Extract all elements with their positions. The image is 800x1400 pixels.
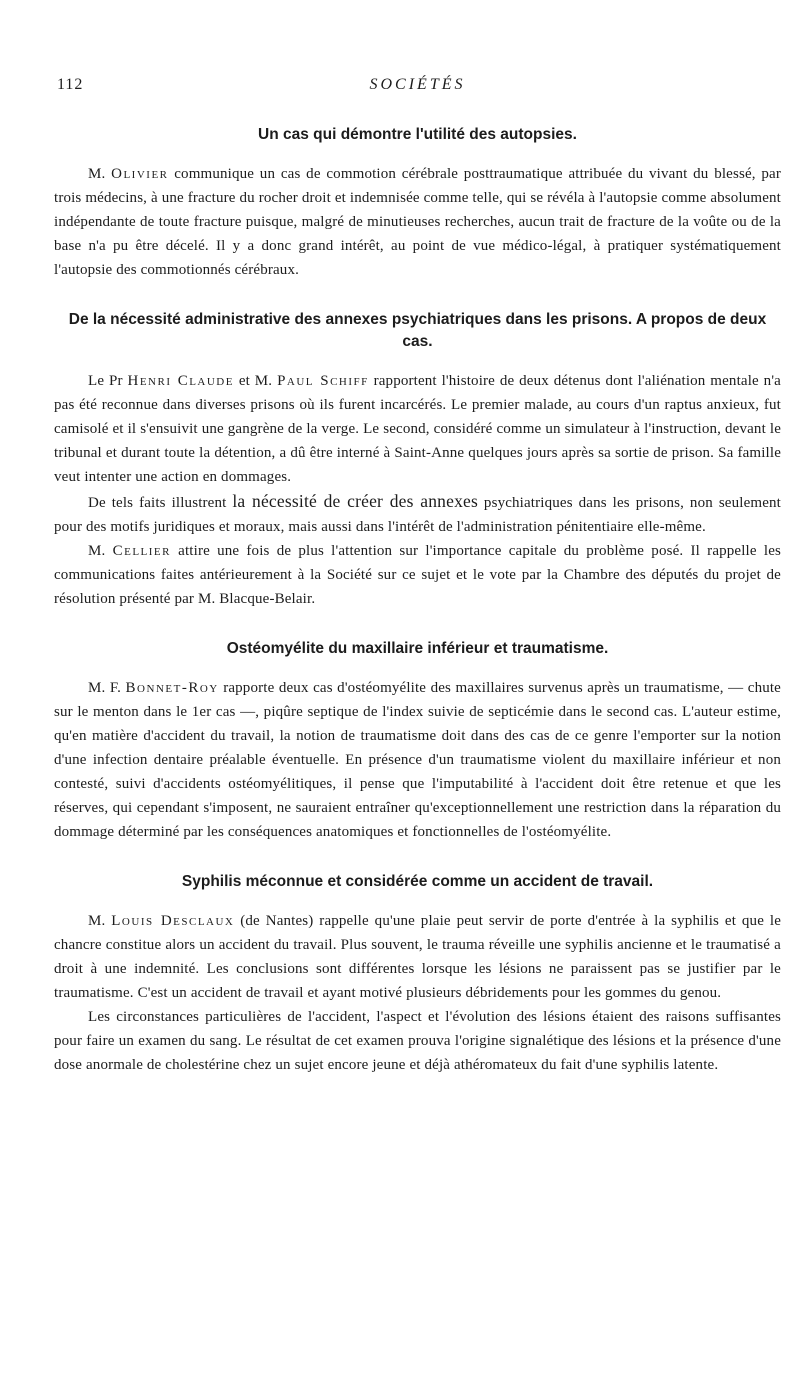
section-autopsies xyxy=(54,124,781,282)
paragraph-text: (de Nantes) rappelle qu'une plaie peut servir de porte d'entrée à la syphilis et que le chancre constitue alors un accident du travail. Plus souvent, le trauma réveille une syphilis ancienne et le traumatisé a droit à une indemnité. Les conclusions sont différentes lorsque les lésions ne paraissent pas se justifier par le traumatisme. C'est un accident de travail et ayant motivé plusieurs débridements pour les gommes du genou. xyxy=(54,913,782,1001)
paragraph xyxy=(54,539,781,611)
document-page xyxy=(54,76,781,1104)
author-name: Bonnet-Roy xyxy=(125,680,219,696)
running-title: SOCIÉTÉS xyxy=(369,76,466,93)
paragraph-text: attire une fois de plus l'attention sur l'importance capitale du problème posé. Il rappelle les communications faites antérieurement à la Société sur ce sujet et le vote par la Chambre des députés du projet de résolution présenté par M. Blacque-Belair. xyxy=(54,543,781,607)
section-syphilis xyxy=(54,871,781,1077)
section-title: Ostéomyélite du maxillaire inférieur et traumatisme. xyxy=(226,640,609,657)
section-title: Syphilis méconnue et considérée comme un accident de travail. xyxy=(181,873,654,890)
paragraph-lead: M. xyxy=(88,543,113,559)
paragraph xyxy=(54,369,781,489)
paragraph-lead: M. F. xyxy=(88,680,126,696)
paragraph-connector: et M. xyxy=(233,373,278,389)
section-title: De la nécessité administrative des annexes psychiatriques dans les prisons. A propos de deux cas. xyxy=(68,311,767,350)
paragraph-lead: M. xyxy=(88,913,112,929)
author-name: Cellier xyxy=(112,543,171,559)
paragraph xyxy=(54,489,781,539)
paragraph-text: rapporte deux cas d'ostéomyélite des maxillaires survenus après un traumatisme, — chute sur le menton dans le 1er cas —, piqûre septique de l'index suivie de septicémie dans le second cas. L'auteur estime, qu'en matière d'accident du travail, la notion de traumatisme doit dans des cas de ce genre l'emporter sur la notion d'une infection dentaire préalable éventuelle. En présence d'un traumatisme violent du maxillaire inférieur et non contesté, suivi d'accidents ostéomyélitiques, il pense que l'imputabilité à l'accident doit être retenue et que les réserves, qui cependant s'imposent, ne sauraient entraîner qu'exceptionnellement une restriction dans la réparation du dommage déterminé par les conséquences anatomiques et fonctionnelles de l'ostéomyélite. xyxy=(54,680,781,840)
author-name: Olivier xyxy=(111,166,169,182)
section-osteomyelite xyxy=(54,638,781,844)
running-header xyxy=(54,76,781,100)
section-annexes-psychiatriques xyxy=(54,309,781,611)
paragraph-text: Les circonstances particulières de l'accident, l'aspect et l'évolution des lésions étaient des raisons suffisantes pour faire un examen du sang. Le résultat de cet examen prouva l'origine signalétique des lésions et la présence d'une dose anormale de cholestérine chez un sujet encore jeune et déjà athéromateux du fait d'une syphilis latente. xyxy=(54,1009,781,1073)
paragraph xyxy=(54,162,781,282)
paragraph-text: rapportent l'histoire de deux détenus dont l'aliénation mentale n'a pas été reconnue dans diverses prisons où ils furent incarcérés. Le premier malade, au cours d'un raptus anxieux, fut camisolé et il s'ensuivit une gangrène de la verge. Le second, considéré comme un simulateur à l'instruction, devant le tribunal et durant toute la détention, a dû être interné à Saint-Anne quelques jours après sa sortie de prison. Sa famille veut intenter une action en dommages. xyxy=(54,373,781,485)
paragraph-text: psychiatriques dans les prisons, non seulement pour des motifs juridiques et moraux, mais aussi dans l'intérêt de l'administration pénitentiaire elle-même. xyxy=(54,495,781,535)
paragraph-text: communique un cas de commotion cérébrale posttraumatique attribuée du vivant du blessé, par trois médecins, à une fracture du rocher droit et indemnisée comme telle, qui se révéla à l'autopsie comme absolument indépendante de toute fracture puisque, malgré de minutieuses recherches, aucun trait de fracture de la voûte ou de la base n'a pu être décelé. Il y a donc grand intérêt, au point de vue médico-légal, à pratiquer systématiquement l'autopsie des commotionnés cérébraux. xyxy=(54,166,781,278)
paragraph-lead: M. xyxy=(88,166,112,182)
paragraph xyxy=(54,1005,781,1077)
page-number: 112 xyxy=(57,76,84,93)
paragraph xyxy=(54,676,781,844)
paragraph-emphasis: la nécessité de créer des annexes xyxy=(232,491,478,511)
author-name: Louis Desclaux xyxy=(111,913,235,929)
author-name: Paul Schiff xyxy=(277,373,369,389)
paragraph-text: De tels faits illustrent xyxy=(88,495,233,511)
paragraph xyxy=(54,909,781,1005)
paragraph-lead: Le Pr xyxy=(88,373,128,389)
section-title: Un cas qui démontre l'utilité des autopsies. xyxy=(258,126,577,143)
author-name: Henri Claude xyxy=(127,373,234,389)
